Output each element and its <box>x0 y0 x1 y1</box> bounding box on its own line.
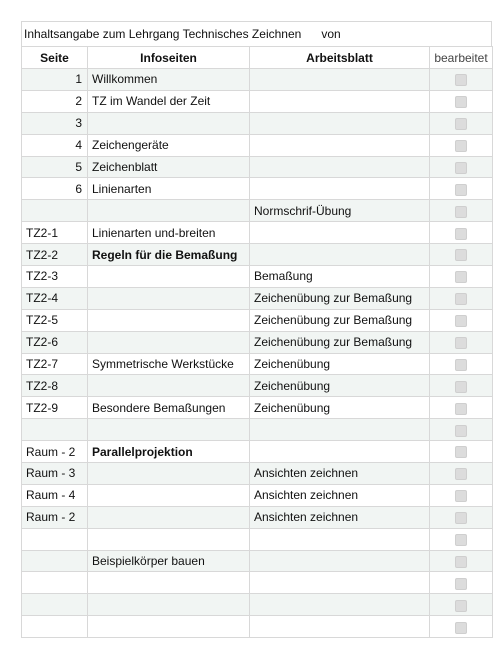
cell-arbeitsblatt: Bemaßung <box>250 266 430 288</box>
table-row <box>22 419 493 441</box>
contents-sheet <box>21 21 492 638</box>
cell-seite: Raum - 4 <box>22 484 88 506</box>
cell-bearbeitet <box>430 266 493 288</box>
table-row <box>22 506 493 528</box>
cell-bearbeitet <box>430 572 493 594</box>
cell-seite: TZ2-1 <box>22 222 88 244</box>
table-row <box>22 69 493 91</box>
cell-bearbeitet <box>430 90 493 112</box>
cell-infoseite: Linienarten und-breiten <box>88 222 250 244</box>
cell-seite: TZ2-9 <box>22 397 88 419</box>
cell-arbeitsblatt <box>250 441 430 463</box>
sheet-title-row <box>21 21 492 46</box>
bearbeitet-checkbox[interactable] <box>455 512 467 524</box>
cell-arbeitsblatt: Ansichten zeichnen <box>250 506 430 528</box>
cell-infoseite: TZ im Wandel der Zeit <box>88 90 250 112</box>
cell-arbeitsblatt <box>250 112 430 134</box>
bearbeitet-checkbox[interactable] <box>455 622 467 634</box>
cell-arbeitsblatt <box>250 528 430 550</box>
bearbeitet-checkbox[interactable] <box>455 534 467 546</box>
cell-arbeitsblatt <box>250 419 430 441</box>
cell-arbeitsblatt <box>250 178 430 200</box>
cell-infoseite <box>88 419 250 441</box>
cell-seite: TZ2-4 <box>22 287 88 309</box>
bearbeitet-checkbox[interactable] <box>455 293 467 305</box>
cell-infoseite <box>88 200 250 222</box>
cell-seite <box>22 616 88 638</box>
bearbeitet-checkbox[interactable] <box>455 600 467 612</box>
cell-infoseite: Zeichenblatt <box>88 156 250 178</box>
header-arbeitsblatt: Arbeitsblatt <box>250 47 430 69</box>
cell-arbeitsblatt: Zeichenübung zur Bemaßung <box>250 287 430 309</box>
cell-arbeitsblatt <box>250 572 430 594</box>
table-row <box>22 200 493 222</box>
bearbeitet-checkbox[interactable] <box>455 337 467 349</box>
cell-seite: 2 <box>22 90 88 112</box>
cell-bearbeitet <box>430 419 493 441</box>
bearbeitet-checkbox[interactable] <box>455 271 467 283</box>
cell-arbeitsblatt <box>250 594 430 616</box>
bearbeitet-checkbox[interactable] <box>455 228 467 240</box>
cell-arbeitsblatt <box>250 90 430 112</box>
bearbeitet-checkbox[interactable] <box>455 184 467 196</box>
table-row <box>22 353 493 375</box>
table-header-row <box>22 47 493 69</box>
cell-arbeitsblatt: Ansichten zeichnen <box>250 484 430 506</box>
cell-infoseite <box>88 506 250 528</box>
cell-bearbeitet <box>430 69 493 91</box>
bearbeitet-checkbox[interactable] <box>455 403 467 415</box>
cell-bearbeitet <box>430 463 493 485</box>
contents-table <box>21 46 493 638</box>
cell-bearbeitet <box>430 287 493 309</box>
cell-bearbeitet <box>430 616 493 638</box>
bearbeitet-checkbox[interactable] <box>455 578 467 590</box>
bearbeitet-checkbox[interactable] <box>455 446 467 458</box>
bearbeitet-checkbox[interactable] <box>455 74 467 86</box>
cell-infoseite <box>88 616 250 638</box>
bearbeitet-checkbox[interactable] <box>455 96 467 108</box>
cell-infoseite: Regeln für die Bemaßung <box>88 244 250 266</box>
table-row <box>22 178 493 200</box>
bearbeitet-checkbox[interactable] <box>455 140 467 152</box>
table-row <box>22 90 493 112</box>
cell-infoseite <box>88 309 250 331</box>
cell-arbeitsblatt: Zeichenübung <box>250 353 430 375</box>
cell-bearbeitet <box>430 200 493 222</box>
cell-arbeitsblatt <box>250 616 430 638</box>
table-row <box>22 375 493 397</box>
cell-arbeitsblatt <box>250 550 430 572</box>
cell-seite: TZ2-3 <box>22 266 88 288</box>
table-row <box>22 594 493 616</box>
table-row <box>22 331 493 353</box>
cell-infoseite: Symmetrische Werkstücke <box>88 353 250 375</box>
cell-bearbeitet <box>430 222 493 244</box>
cell-arbeitsblatt <box>250 69 430 91</box>
cell-infoseite <box>88 484 250 506</box>
cell-arbeitsblatt: Zeichenübung <box>250 397 430 419</box>
cell-bearbeitet <box>430 484 493 506</box>
cell-infoseite <box>88 266 250 288</box>
cell-arbeitsblatt <box>250 134 430 156</box>
cell-bearbeitet <box>430 506 493 528</box>
bearbeitet-checkbox[interactable] <box>455 206 467 218</box>
table-row <box>22 441 493 463</box>
cell-bearbeitet <box>430 156 493 178</box>
table-row <box>22 397 493 419</box>
cell-bearbeitet <box>430 331 493 353</box>
table-row <box>22 484 493 506</box>
bearbeitet-checkbox[interactable] <box>455 315 467 327</box>
cell-bearbeitet <box>430 550 493 572</box>
cell-infoseite <box>88 463 250 485</box>
cell-seite: TZ2-6 <box>22 331 88 353</box>
cell-arbeitsblatt <box>250 156 430 178</box>
cell-infoseite <box>88 287 250 309</box>
cell-infoseite: Parallelprojektion <box>88 441 250 463</box>
cell-infoseite: Beispielkörper bauen <box>88 550 250 572</box>
bearbeitet-checkbox[interactable] <box>455 249 467 261</box>
bearbeitet-checkbox[interactable] <box>455 468 467 480</box>
cell-infoseite <box>88 375 250 397</box>
table-row <box>22 112 493 134</box>
bearbeitet-checkbox[interactable] <box>455 425 467 437</box>
cell-seite: 1 <box>22 69 88 91</box>
cell-bearbeitet <box>430 134 493 156</box>
table-row <box>22 287 493 309</box>
table-row <box>22 222 493 244</box>
cell-arbeitsblatt: Zeichenübung <box>250 375 430 397</box>
cell-seite <box>22 200 88 222</box>
cell-seite <box>22 572 88 594</box>
cell-seite: 3 <box>22 112 88 134</box>
cell-seite <box>22 528 88 550</box>
header-bearbeitet: bearbeitet <box>430 47 493 69</box>
cell-seite: Raum - 3 <box>22 463 88 485</box>
cell-infoseite <box>88 331 250 353</box>
cell-bearbeitet <box>430 353 493 375</box>
bearbeitet-checkbox[interactable] <box>455 118 467 130</box>
cell-infoseite <box>88 594 250 616</box>
bearbeitet-checkbox[interactable] <box>455 359 467 371</box>
cell-infoseite: Willkommen <box>88 69 250 91</box>
header-infoseiten: Infoseiten <box>88 47 250 69</box>
cell-bearbeitet <box>430 309 493 331</box>
cell-seite <box>22 594 88 616</box>
bearbeitet-checkbox[interactable] <box>455 381 467 393</box>
bearbeitet-checkbox[interactable] <box>455 556 467 568</box>
cell-bearbeitet <box>430 441 493 463</box>
cell-bearbeitet <box>430 112 493 134</box>
cell-seite <box>22 550 88 572</box>
table-row <box>22 616 493 638</box>
cell-seite: TZ2-2 <box>22 244 88 266</box>
cell-bearbeitet <box>430 397 493 419</box>
cell-arbeitsblatt <box>250 222 430 244</box>
cell-seite: TZ2-8 <box>22 375 88 397</box>
cell-bearbeitet <box>430 244 493 266</box>
cell-bearbeitet <box>430 594 493 616</box>
cell-seite: 4 <box>22 134 88 156</box>
cell-seite: Raum - 2 <box>22 441 88 463</box>
cell-bearbeitet <box>430 178 493 200</box>
bearbeitet-checkbox[interactable] <box>455 162 467 174</box>
sheet-title: Inhaltsangabe zum Lehrgang Technisches Zeichnen <box>24 27 302 41</box>
sheet-title-von: von <box>321 27 341 41</box>
cell-arbeitsblatt: Zeichenübung zur Bemaßung <box>250 309 430 331</box>
cell-bearbeitet <box>430 528 493 550</box>
cell-seite: TZ2-7 <box>22 353 88 375</box>
cell-infoseite: Besondere Bemaßungen <box>88 397 250 419</box>
cell-arbeitsblatt: Zeichenübung zur Bemaßung <box>250 331 430 353</box>
cell-infoseite <box>88 572 250 594</box>
table-row <box>22 463 493 485</box>
cell-infoseite: Linienarten <box>88 178 250 200</box>
cell-seite: 6 <box>22 178 88 200</box>
cell-arbeitsblatt: Ansichten zeichnen <box>250 463 430 485</box>
header-seite: Seite <box>22 47 88 69</box>
table-row <box>22 309 493 331</box>
table-row <box>22 572 493 594</box>
cell-infoseite <box>88 528 250 550</box>
table-row <box>22 266 493 288</box>
table-row <box>22 550 493 572</box>
table-row <box>22 528 493 550</box>
cell-seite <box>22 419 88 441</box>
cell-seite: 5 <box>22 156 88 178</box>
cell-seite: Raum - 2 <box>22 506 88 528</box>
cell-bearbeitet <box>430 375 493 397</box>
table-row <box>22 156 493 178</box>
table-body <box>22 69 493 638</box>
table-row <box>22 244 493 266</box>
cell-seite: TZ2-5 <box>22 309 88 331</box>
bearbeitet-checkbox[interactable] <box>455 490 467 502</box>
cell-infoseite: Zeichengeräte <box>88 134 250 156</box>
table-row <box>22 134 493 156</box>
cell-arbeitsblatt <box>250 244 430 266</box>
cell-arbeitsblatt: Normschrif-Übung <box>250 200 430 222</box>
cell-infoseite <box>88 112 250 134</box>
